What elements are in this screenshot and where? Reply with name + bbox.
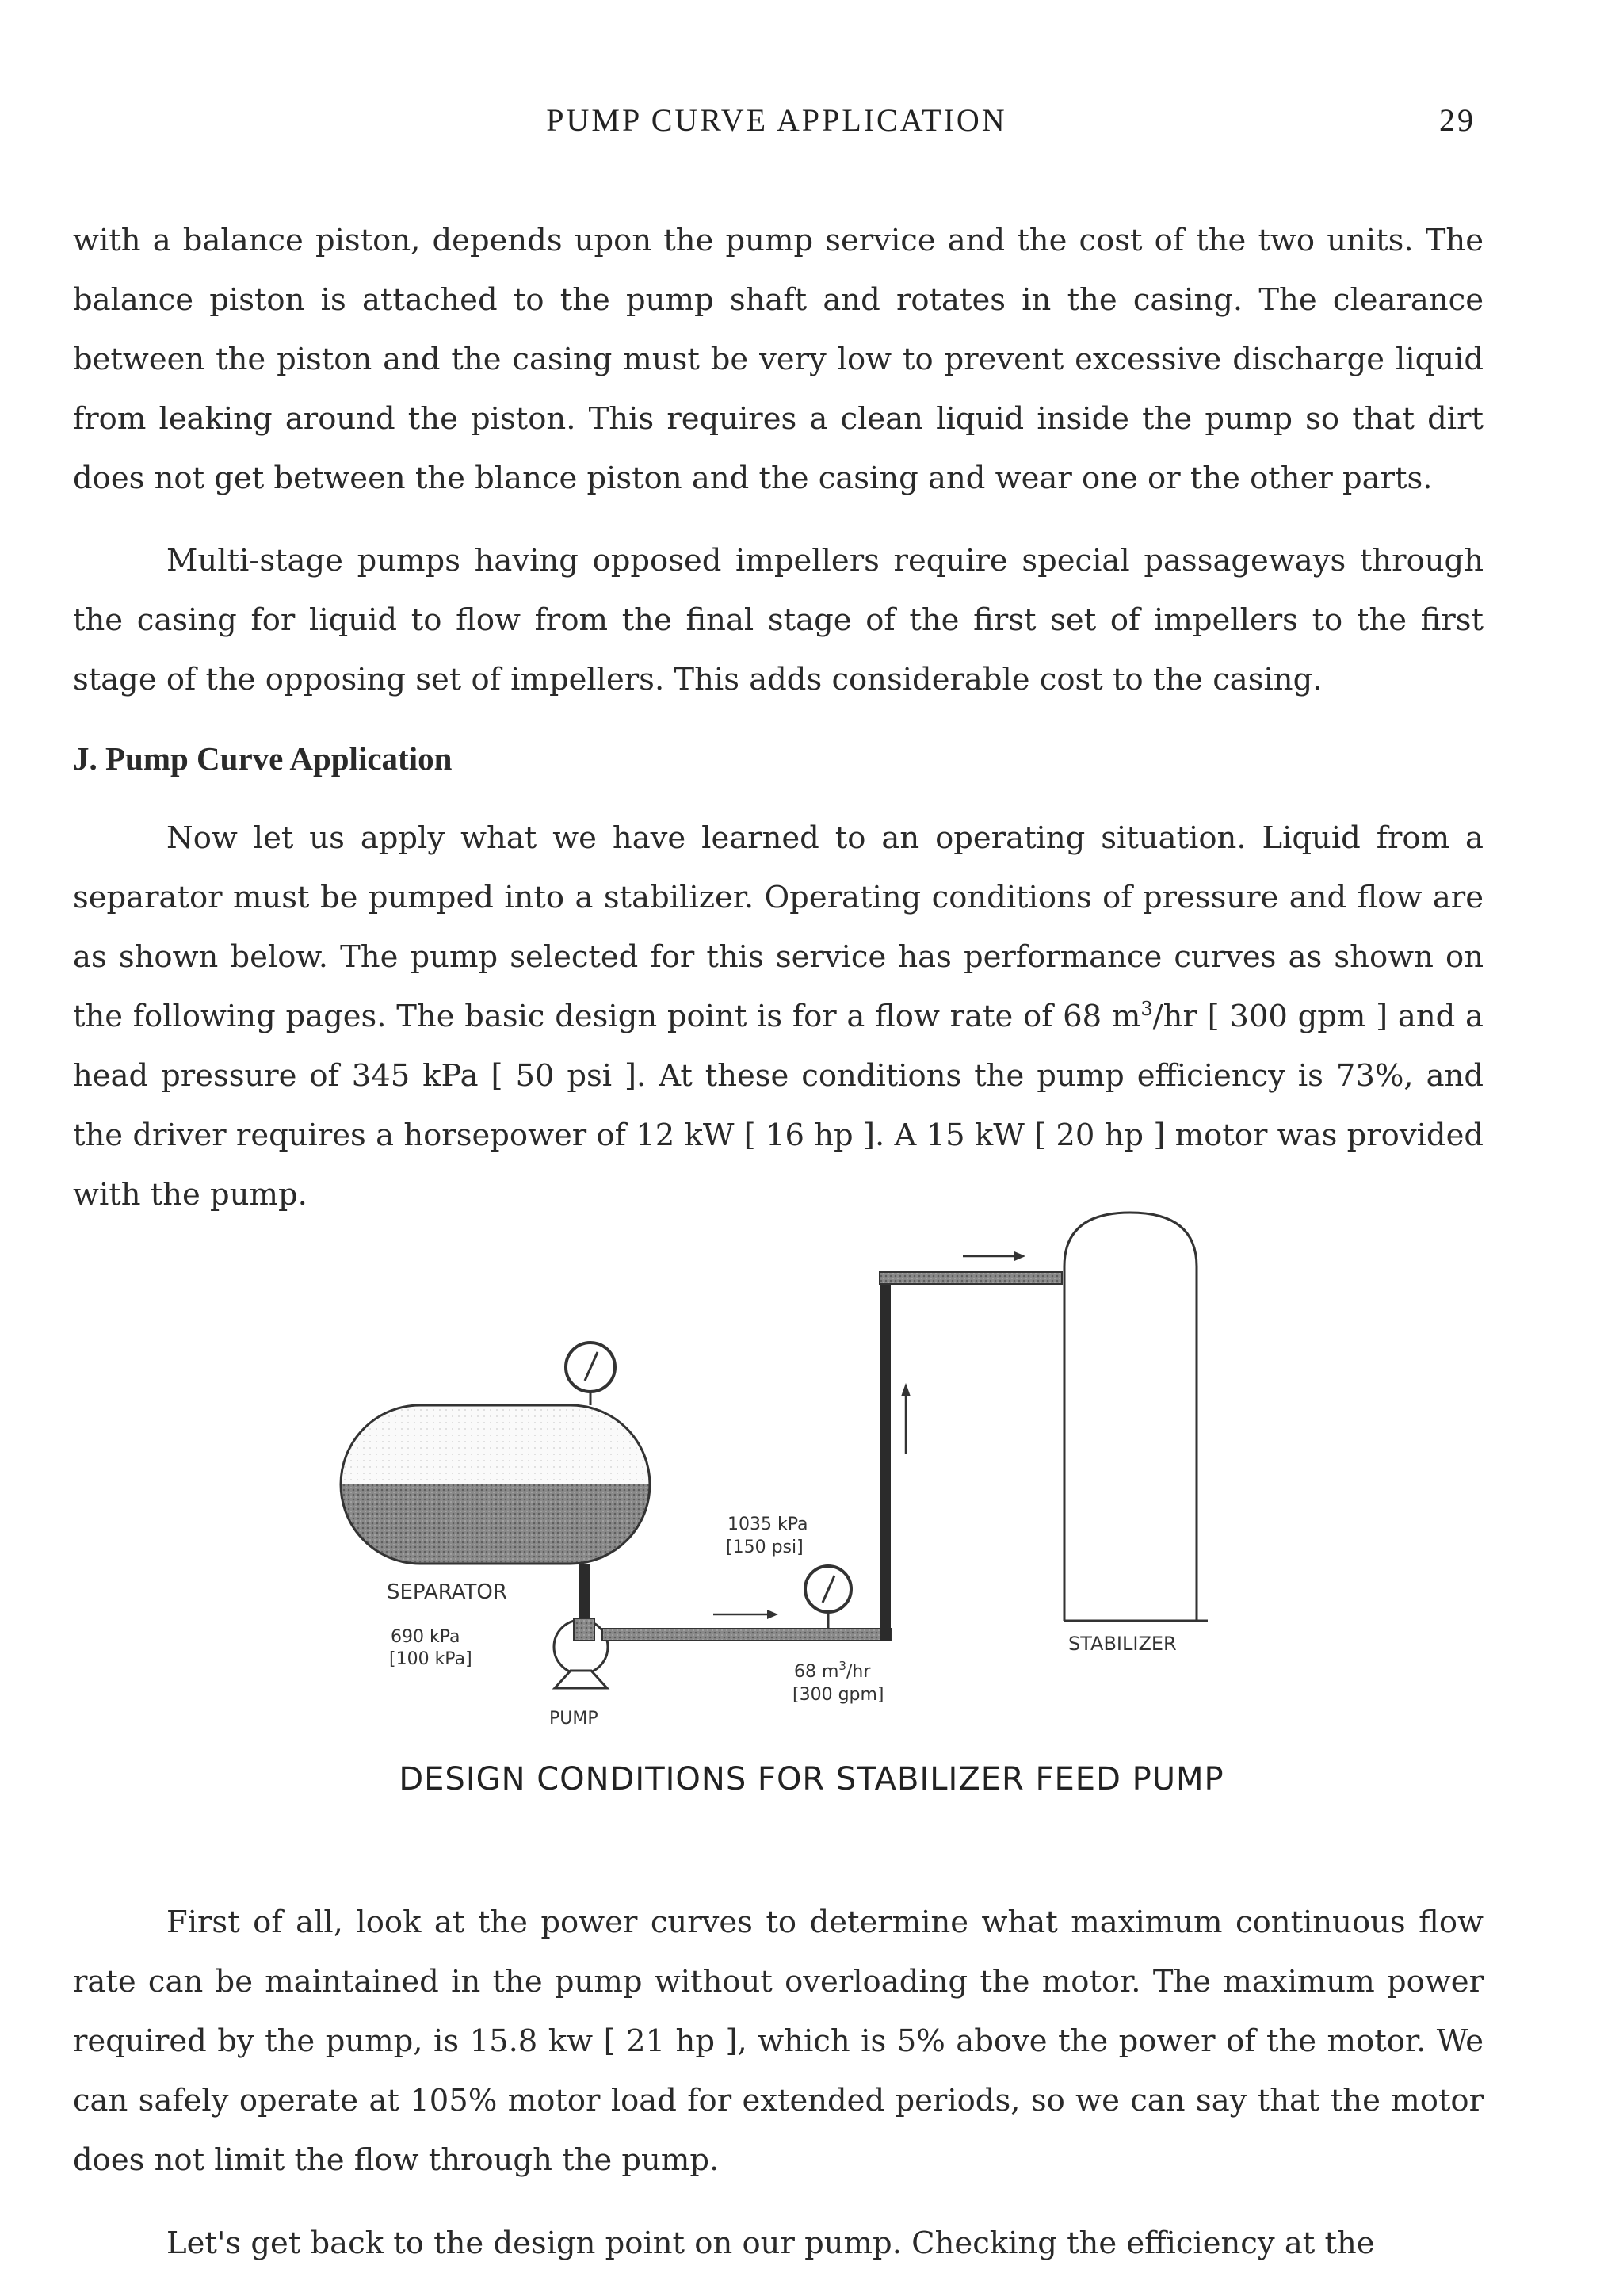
separator-outlet-pipe: [579, 1564, 590, 1629]
separator-label: SEPARATOR: [387, 1580, 507, 1604]
pump-label: PUMP: [549, 1709, 598, 1729]
flow-rate-superscript: 3: [838, 1659, 846, 1673]
flow-arrow-horizontal-icon: [713, 1610, 778, 1619]
separator-vessel: [333, 1405, 658, 1572]
figure-caption: DESIGN CONDITIONS FOR STABILIZER FEED PUMP: [399, 1761, 1224, 1797]
paragraph-multi-stage: Multi-stage pumps having opposed impellers require special passageways through the casing for liquid to flow from the final stage of the first set of impellers to the first stage of the opposing set of impellers. This adds considerable cost to the casing.: [73, 543, 1484, 697]
paragraph-pump-curve-application: [73, 808, 1484, 1224]
paragraph-design-point: Let's get back to the design point on our pump. Checking the efficiency at the: [166, 2225, 1375, 2261]
stabilizer-label: STABILIZER: [1068, 1633, 1177, 1655]
paragraph-balance-piston: with a balance piston, depends upon the pump service and the cost of the two units. The balance piston is attached to the pump shaft and rotates in the casing. The clearance between the piston and the casing must be very low to prevent excessive discharge liquid from leaking around the piston. This requires a clean liquid inside the pump so that dirt does not get between the blance piston and the casing and wear one or the other parts.: [73, 223, 1484, 496]
paragraph-text: /hr [ 300 gpm ] and a head pressure of 345 kPa [ 50 psi ]. At these conditions the pump efficiency is 73%, and the driver requires a horsepower of 12 kW [ 16 hp ]. A 15 kW [ 20 hp ] motor was provided with the pump.: [73, 999, 1484, 1213]
flow-arrow-top-icon: [963, 1251, 1025, 1261]
discharge-pipe: [602, 1272, 1062, 1641]
flow-rate-value: 68 m: [794, 1662, 839, 1682]
flow-rate-gpm: [300 gpm]: [792, 1685, 884, 1705]
discharge-pressure-psi: [150 psi]: [726, 1538, 804, 1557]
separator-pressure-gauge-icon: [566, 1343, 615, 1405]
flow-rate-unit: /hr: [846, 1662, 871, 1682]
superscript: 3: [1140, 998, 1153, 1021]
flow-arrow-vertical-icon: [901, 1383, 911, 1454]
separator-pressure-kpa: 690 kPa: [391, 1627, 460, 1647]
paragraph-text: Now let us apply what we have learned to an operating situation. Liquid from a separator must be pumped into a stabilizer. Operating conditions of pressure and flow are as shown below. The pump selected for this service has performance curves as shown on the following pages. The basic design point is for a flow rate of 68 m: [73, 820, 1484, 1034]
stabilizer-vessel: [1064, 1213, 1208, 1621]
paragraph-power-curves: First of all, look at the power curves to determine what maximum continuous flow rate can be maintained in the pump without overloading the motor. The maximum power required by the pump, is 15.8 kw [ 21 hp ], which is 5% above the power of the motor. We can safely operate at 105% motor load for extended periods, so we can say that the motor does not limit the flow through the pump.: [73, 1904, 1484, 2178]
section-heading: J. Pump Curve Application: [73, 740, 453, 777]
pump-icon: [554, 1618, 608, 1688]
page-title: PUMP CURVE APPLICATION: [546, 102, 1007, 138]
flow-rate-label: [794, 1659, 871, 1682]
page-header: [0, 101, 1623, 149]
discharge-pressure-gauge-icon: [805, 1566, 851, 1629]
separator-pressure-psi: [100 kPa]: [389, 1649, 472, 1669]
discharge-pressure-kpa: 1035 kPa: [727, 1515, 808, 1534]
page-number: 29: [1439, 102, 1476, 138]
